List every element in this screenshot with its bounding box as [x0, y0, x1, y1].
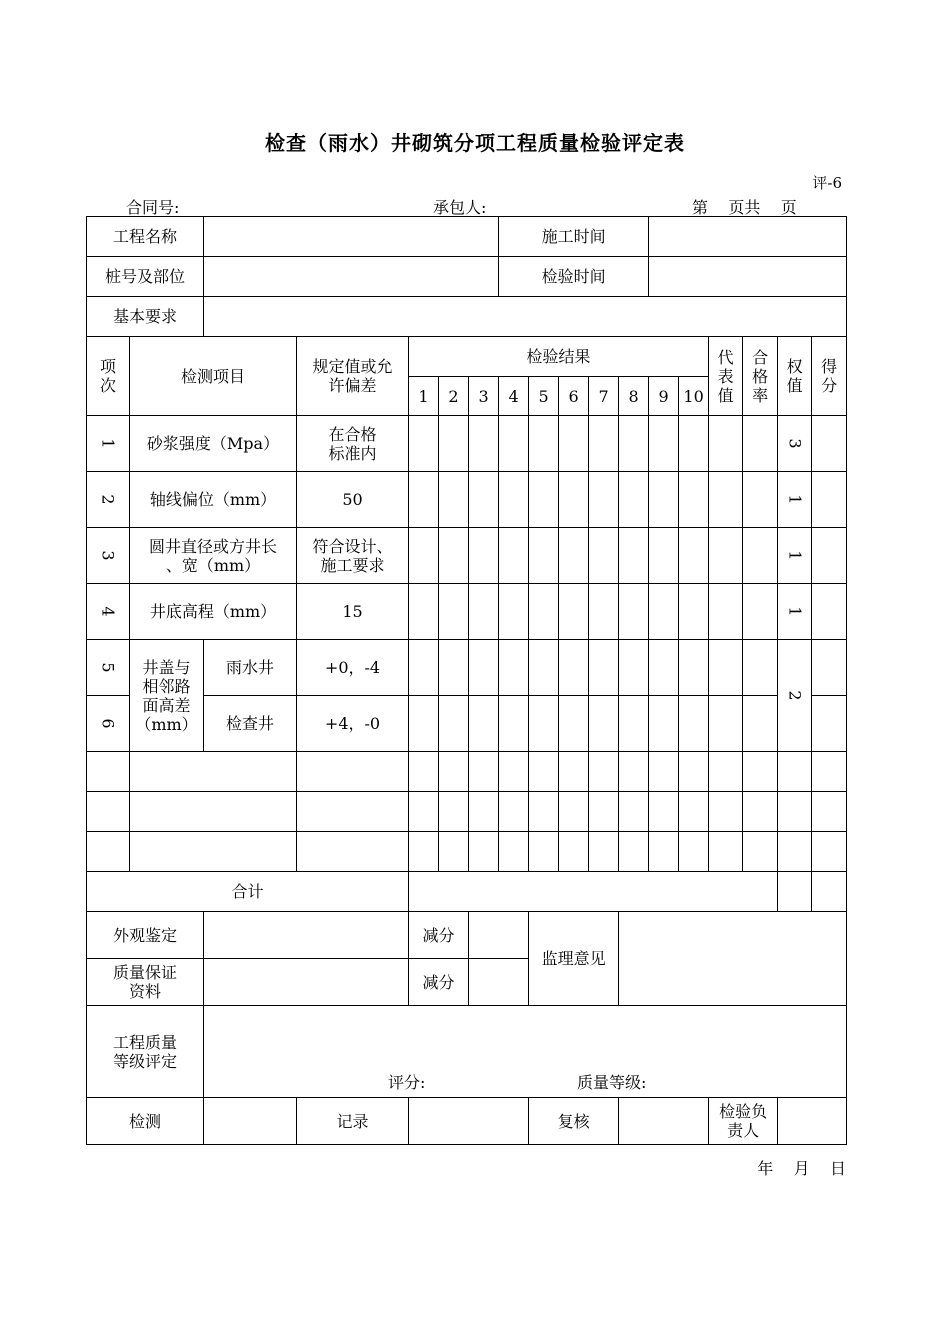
supervisor-opinion-field[interactable] [619, 912, 847, 1006]
inspection-time-field[interactable] [649, 257, 847, 297]
total-score-field[interactable] [812, 872, 847, 912]
merged-group-label: 井盖与 相邻路 面高差 （mm） [130, 640, 204, 752]
row-weight: 1 [785, 606, 805, 617]
row-weight: 1 [785, 494, 805, 505]
score-label: 评分: [388, 1073, 426, 1092]
row-spec: +4，-0 [297, 696, 409, 752]
grade-field[interactable] [204, 1006, 847, 1098]
quality-docs-deduct-field[interactable] [469, 959, 529, 1006]
table-row [87, 640, 847, 696]
contract-no-label: 合同号: [126, 198, 180, 217]
table-row [87, 584, 847, 640]
result-col-3: 3 [469, 377, 499, 416]
appearance-deduct-field[interactable] [469, 912, 529, 959]
recorder-label: 记录 [297, 1098, 409, 1145]
weight-header: 权 值 [778, 337, 812, 416]
row-spec: 15 [297, 584, 409, 640]
rep-value-header: 代 表 值 [709, 337, 743, 416]
empty-row [87, 792, 847, 832]
result-col-7: 7 [589, 377, 619, 416]
reviewer-label: 复核 [529, 1098, 619, 1145]
inspection-table [86, 216, 847, 1145]
row-weight: 1 [785, 550, 805, 561]
table-row [87, 416, 847, 472]
row-item: 轴线偏位（mm） [130, 472, 297, 528]
row-number: 2 [98, 494, 118, 505]
row-sub-item: 检查井 [204, 696, 297, 752]
station-field[interactable] [204, 257, 499, 297]
grade-label: 工程质量 等级评定 [87, 1006, 204, 1098]
inspector-field[interactable] [204, 1098, 297, 1145]
inspection-time-label: 检验时间 [499, 257, 649, 297]
row-sub-item: 雨水井 [204, 640, 297, 696]
basic-requirements-label: 基本要求 [87, 297, 204, 337]
total-field[interactable] [409, 872, 778, 912]
row-number: 6 [98, 718, 118, 729]
result-col-2: 2 [439, 377, 469, 416]
row-item: 圆井直径或方井长 、宽（mm） [130, 528, 297, 584]
empty-row [87, 752, 847, 792]
row-number: 1 [98, 438, 118, 449]
recorder-field[interactable] [409, 1098, 529, 1145]
table-row [87, 472, 847, 528]
total-label: 合计 [87, 872, 409, 912]
station-label: 桩号及部位 [87, 257, 204, 297]
appearance-field[interactable] [204, 912, 409, 959]
test-item-header: 检测项目 [130, 337, 297, 416]
row-spec: 符合设计、 施工要求 [297, 528, 409, 584]
result-col-6: 6 [559, 377, 589, 416]
responsible-field[interactable] [778, 1098, 847, 1145]
row-number: 5 [98, 662, 118, 673]
quality-docs-deduct-label: 减分 [409, 959, 469, 1006]
project-name-label: 工程名称 [87, 217, 204, 257]
reviewer-field[interactable] [619, 1098, 709, 1145]
quality-docs-field[interactable] [204, 959, 409, 1006]
responsible-label: 检验负 责人 [709, 1098, 778, 1145]
row-item: 砂浆强度（Mpa） [130, 416, 297, 472]
row-spec: 在合格 标准内 [297, 416, 409, 472]
table-row [87, 528, 847, 584]
row-number: 3 [98, 550, 118, 561]
quality-grade-label: 质量等级: [577, 1073, 647, 1092]
contractor-label: 承包人: [433, 198, 487, 217]
construction-time-field[interactable] [649, 217, 847, 257]
project-name-field[interactable] [204, 217, 499, 257]
pass-rate-header: 合 格 率 [743, 337, 778, 416]
result-col-8: 8 [619, 377, 649, 416]
date-line: 年 月 日 [757, 1159, 846, 1178]
inspector-label: 检测 [87, 1098, 204, 1145]
result-col-5: 5 [529, 377, 559, 416]
row-item: 井底高程（mm） [130, 584, 297, 640]
page-counter: 第 页共 页 [692, 198, 797, 217]
score-header: 得 分 [812, 337, 847, 416]
supervisor-opinion-label: 监理意见 [529, 912, 619, 1006]
result-col-9: 9 [649, 377, 679, 416]
form-title: 检查（雨水）井砌筑分项工程质量检验评定表 [265, 131, 685, 155]
row-spec: +0，-4 [297, 640, 409, 696]
merged-weight: 2 [785, 690, 805, 701]
row-spec: 50 [297, 472, 409, 528]
result-col-10: 10 [679, 377, 709, 416]
basic-requirements-field[interactable] [204, 297, 847, 337]
results-header: 检验结果 [409, 337, 709, 377]
construction-time-label: 施工时间 [499, 217, 649, 257]
empty-row [87, 832, 847, 872]
appearance-label: 外观鉴定 [87, 912, 204, 959]
appearance-deduct-label: 减分 [409, 912, 469, 959]
quality-docs-label: 质量保证 资料 [87, 959, 204, 1006]
row-number: 4 [98, 606, 118, 617]
result-col-4: 4 [499, 377, 529, 416]
form-code: 评-6 [812, 174, 842, 192]
total-weight-field[interactable] [778, 872, 812, 912]
spec-header: 规定值或允 许偏差 [297, 337, 409, 416]
row-weight: 3 [785, 438, 805, 449]
item-no-header: 项 次 [87, 337, 130, 416]
result-col-1: 1 [409, 377, 439, 416]
